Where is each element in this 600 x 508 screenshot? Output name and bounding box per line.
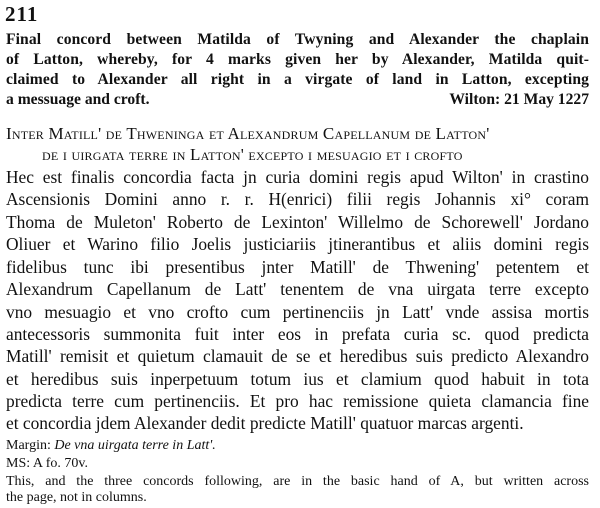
summary-line-2: of Latton, whereby, for 4 marks given her by Alexander, Matilda quit-	[6, 51, 589, 68]
latin-text-line-3: Thoma de Muleton' Roberto de Lexinton' Willelmo de Schorewell' Jordano	[6, 212, 589, 232]
latin-text-line-10: et heredibus suis inperpetuum totum ius et clamium quod habuit in tota	[6, 369, 589, 389]
latin-text-line-7: vno mesuagio et vno crofto cum pertinenciis jn Latt' vnde assisa mortis	[6, 302, 589, 322]
manuscript-reference	[6, 456, 88, 472]
summary-line-1: Final concord between Matilda of Twyning and Alexander the chaplain	[6, 31, 589, 48]
summary-line-4	[6, 91, 589, 109]
latin-text-line-4: Oliuer et Warino filio Joelis justiciariis jtinerantibus et aliis domini regis	[6, 234, 589, 254]
latin-text-line-12: et concordia jdem Alexander dedit predicte Matill' quatuor marcas argenti.	[6, 413, 524, 433]
summary-final-text: a messuage and croft.	[6, 91, 150, 108]
ms-label: MS:	[6, 456, 31, 471]
latin-text-line-6: Alexandrum Capellanum de Latt' tenentem de vna uirgata terre excepto	[6, 279, 589, 299]
latin-heading-line-1: Inter Matill' de Thweninga et Alexandrum Capellanum de Latton'	[6, 124, 490, 143]
margin-text: De vna uirgata terre in Latt'.	[54, 438, 216, 453]
place-date: Wilton: 21 May 1227	[449, 91, 589, 108]
margin-label: Margin:	[6, 438, 51, 453]
latin-text-line-5: fidelibus tunc ibi presentibus jnter Matill' de Thwening' petentem et	[6, 257, 589, 277]
latin-text-line-11: predicta terre cum pertinenciis. Et pro hac remissione quieta clamancia fine	[6, 391, 589, 411]
latin-heading-line-2: de i uirgata terre in Latton' excepto i mesuagio et i crofto	[42, 145, 463, 164]
entry-number: 211	[5, 2, 39, 26]
editorial-comment-line-2: the page, not in columns.	[6, 490, 147, 505]
ms-text: A fo. 70v.	[32, 456, 88, 471]
editorial-comment-line-1: This, and the three concords following, are in the basic hand of A, but written across	[6, 474, 589, 489]
latin-text-line-2: Ascensionis Domini anno r. r. H(enrici) filii regis Johannis xi° coram	[6, 189, 589, 209]
latin-text-line-1: Hec est finalis concordia facta jn curia domini regis apud Wilton' in crastino	[6, 167, 589, 187]
latin-text-line-8: antecessoris summonita fuit inter eos in prefata curia sc. quod predicta	[6, 324, 589, 344]
margin-note	[6, 438, 216, 454]
summary-line-3: claimed to Alexander all right in a virgate of land in Latton, excepting	[6, 71, 589, 88]
latin-text-line-9: Matill' remisit et quietum clamauit de se et heredibus suis predicto Alexandro	[6, 346, 589, 366]
